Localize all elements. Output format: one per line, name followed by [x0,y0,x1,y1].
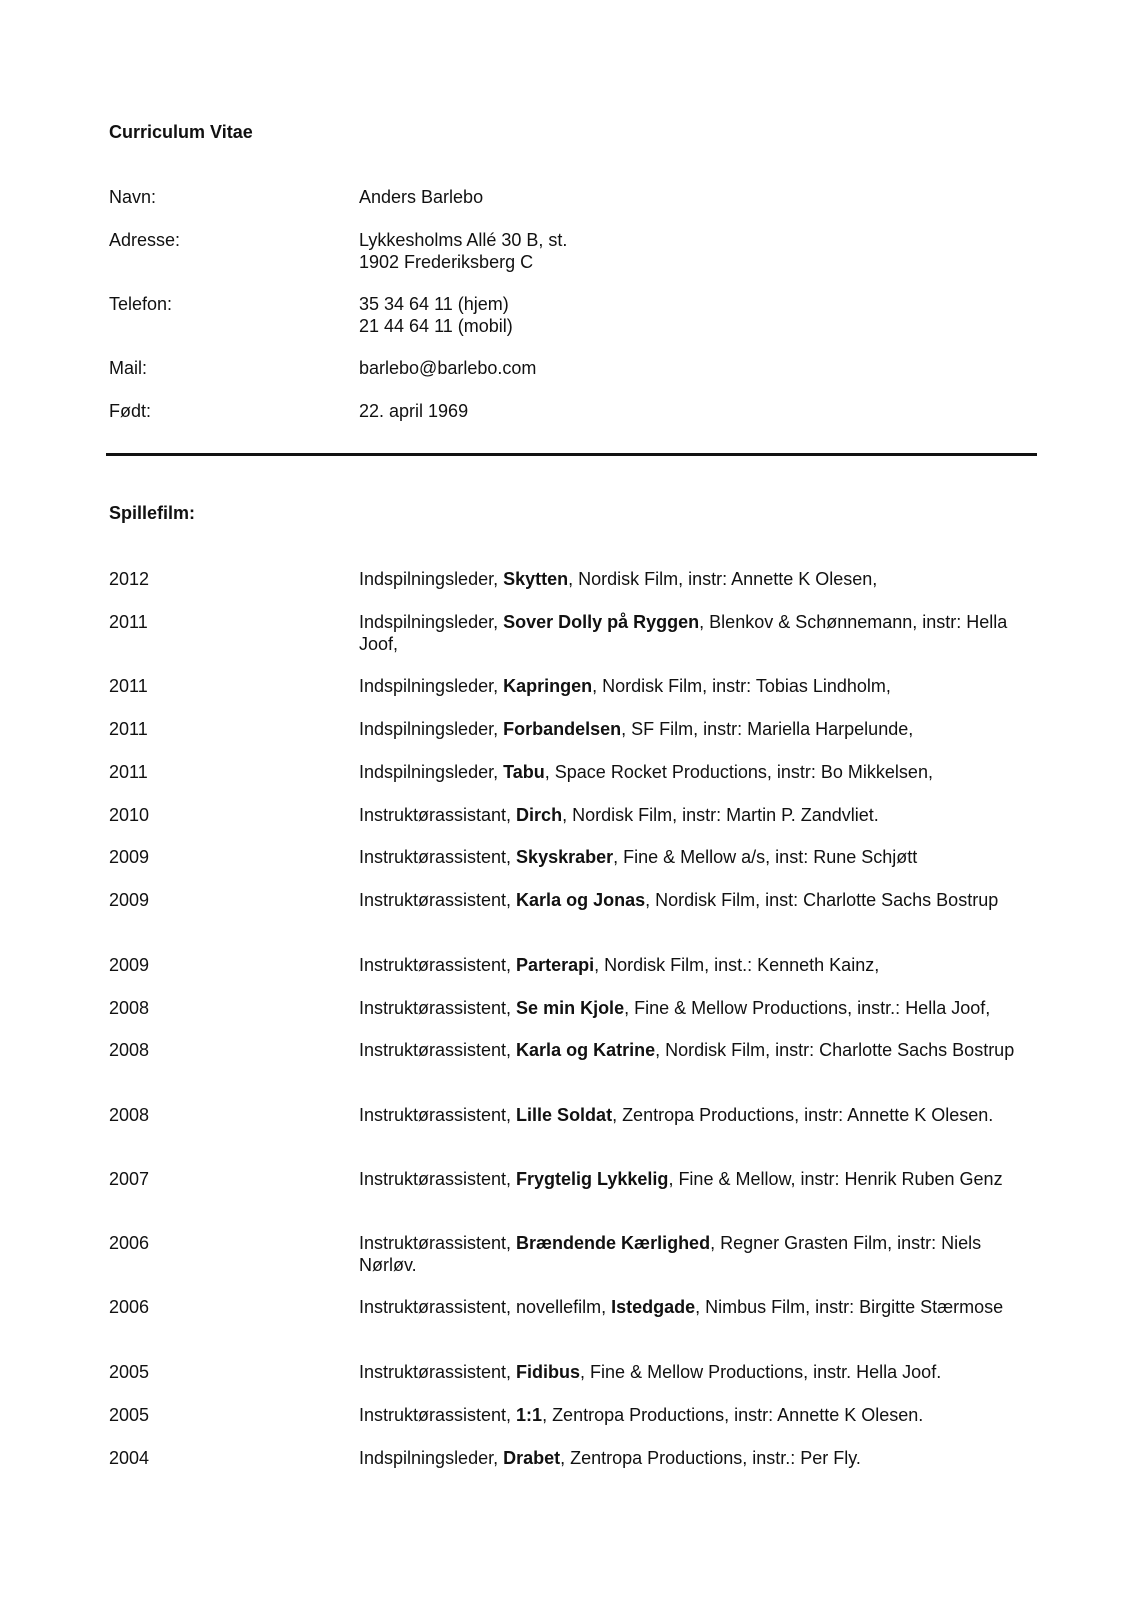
film-details: , SF Film, instr: Mariella Harpelunde, [621,719,914,739]
film-description [359,1296,1039,1318]
film-year: 2009 [109,955,150,975]
film-title: Kapringen [503,676,593,696]
film-year: 2009 [109,890,150,910]
film-details: , Blenkov & Schønnemann, instr: Hella Joof, [359,612,1008,654]
info-value [359,186,959,208]
film-description [359,611,1039,655]
info-label: Adresse: [109,230,181,250]
info-value-line: barlebo@barlebo.com [359,358,537,378]
info-value [359,357,959,379]
info-label: Født: [109,401,152,421]
film-role: Instruktørassistant, [359,805,517,825]
film-details: , Nordisk Film, instr: Charlotte Sachs Bostrup [655,1040,1015,1060]
film-details: , Zentropa Productions, instr: Annette K Olesen. [612,1105,994,1125]
info-label: Telefon: [109,294,173,314]
film-description [359,1232,1039,1276]
film-year: 2006 [109,1233,150,1253]
film-details: , Space Rocket Productions, instr: Bo Mikkelsen, [544,762,933,782]
film-details: , Fine & Mellow a/s, inst: Rune Schjøtt [613,847,918,867]
info-value [359,400,959,422]
film-title: 1:1 [516,1405,543,1425]
film-title: Frygtelig Lykkelig [516,1169,669,1189]
film-title: Lille Soldat [516,1105,613,1125]
film-title: Dirch [516,805,563,825]
film-title: Skytten [503,569,569,589]
info-value-line: Lykkesholms Allé 30 B, st. [359,230,568,250]
film-description [359,1447,1039,1469]
film-role: Instruktørassistent, [359,1233,517,1253]
film-description [359,568,1039,590]
info-value-line: 21 44 64 11 (mobil) [359,316,513,336]
film-description [359,889,1039,911]
film-role: Instruktørassistent, [359,955,517,975]
info-label: Mail: [109,358,148,378]
film-year: 2004 [109,1448,150,1468]
film-year: 2011 [109,762,148,782]
film-description [359,954,1039,976]
info-value-line: 22. april 1969 [359,401,469,421]
film-role: Instruktørassistent, novellefilm, [359,1297,612,1317]
film-title: Istedgade [611,1297,696,1317]
film-title: Drabet [503,1448,561,1468]
film-year: 2009 [109,847,150,867]
film-role: Instruktørassistent, [359,1362,517,1382]
film-description [359,675,1039,697]
info-value [359,229,959,273]
film-description [359,1039,1039,1061]
film-title: Brændende Kærlighed [516,1233,711,1253]
film-details: , Nordisk Film, instr: Martin P. Zandvliet. [562,805,879,825]
info-value-line: Anders Barlebo [359,187,484,207]
info-value-line: 1902 Frederiksberg C [359,252,534,272]
film-year: 2008 [109,998,150,1018]
film-role: Indspilningsleder, [359,612,504,632]
film-description [359,1168,1039,1190]
film-title: Forbandelsen [503,719,622,739]
film-details: , Fine & Mellow Productions, instr.: Hella Joof, [624,998,991,1018]
info-value [359,293,959,337]
film-title: Parterapi [516,955,595,975]
film-title: Skyskraber [516,847,614,867]
film-year: 2008 [109,1040,150,1060]
film-description [359,718,1039,740]
film-details: , Fine & Mellow, instr: Henrik Ruben Genz [668,1169,1003,1189]
film-year: 2005 [109,1362,150,1382]
film-role: Instruktørassistent, [359,1105,517,1125]
film-description [359,804,1039,826]
film-role: Indspilningsleder, [359,719,504,739]
film-role: Instruktørassistent, [359,847,517,867]
film-role: Instruktørassistent, [359,1040,517,1060]
info-label: Navn: [109,187,157,207]
film-title: Tabu [503,762,545,782]
film-year: 2012 [109,569,150,589]
divider [106,453,1037,456]
film-year: 2010 [109,805,150,825]
film-description [359,1361,1039,1383]
film-role: Instruktørassistent, [359,998,517,1018]
film-year: 2011 [109,612,148,632]
film-details: , Nordisk Film, inst.: Kenneth Kainz, [594,955,880,975]
section-title: Spillefilm: [109,503,196,523]
film-title: Se min Kjole [516,998,625,1018]
film-year: 2005 [109,1405,150,1425]
film-role: Indspilningsleder, [359,569,504,589]
film-details: , Zentropa Productions, instr.: Per Fly. [560,1448,861,1468]
film-year: 2007 [109,1169,150,1189]
film-year: 2011 [109,676,148,696]
film-details: , Nordisk Film, inst: Charlotte Sachs Bostrup [645,890,999,910]
film-title: Karla og Katrine [516,1040,656,1060]
film-role: Instruktørassistent, [359,1405,517,1425]
info-value-line: 35 34 64 11 (hjem) [359,294,509,314]
film-description [359,997,1039,1019]
film-title: Fidibus [516,1362,581,1382]
film-role: Indspilningsleder, [359,1448,504,1468]
film-details: , Fine & Mellow Productions, instr. Hella Joof. [580,1362,942,1382]
film-role: Instruktørassistent, [359,890,517,910]
film-title: Karla og Jonas [516,890,646,910]
film-details: , Regner Grasten Film, instr: Niels Nørløv. [359,1233,982,1275]
film-role: Indspilningsleder, [359,762,504,782]
film-description [359,761,1039,783]
film-year: 2011 [109,719,148,739]
film-role: Instruktørassistent, [359,1169,517,1189]
film-role: Indspilningsleder, [359,676,504,696]
film-year: 2008 [109,1105,150,1125]
film-details: , Nimbus Film, instr: Birgitte Stærmose [695,1297,1004,1317]
film-details: , Nordisk Film, instr: Tobias Lindholm, [592,676,891,696]
film-description [359,1104,1039,1126]
film-description [359,1404,1039,1426]
film-details: , Nordisk Film, instr: Annette K Olesen, [568,569,878,589]
film-description [359,846,1039,868]
page-title: Curriculum Vitae [109,122,253,142]
film-title: Sover Dolly på Ryggen [503,612,700,632]
film-details: , Zentropa Productions, instr: Annette K Olesen. [542,1405,924,1425]
film-year: 2006 [109,1297,150,1317]
